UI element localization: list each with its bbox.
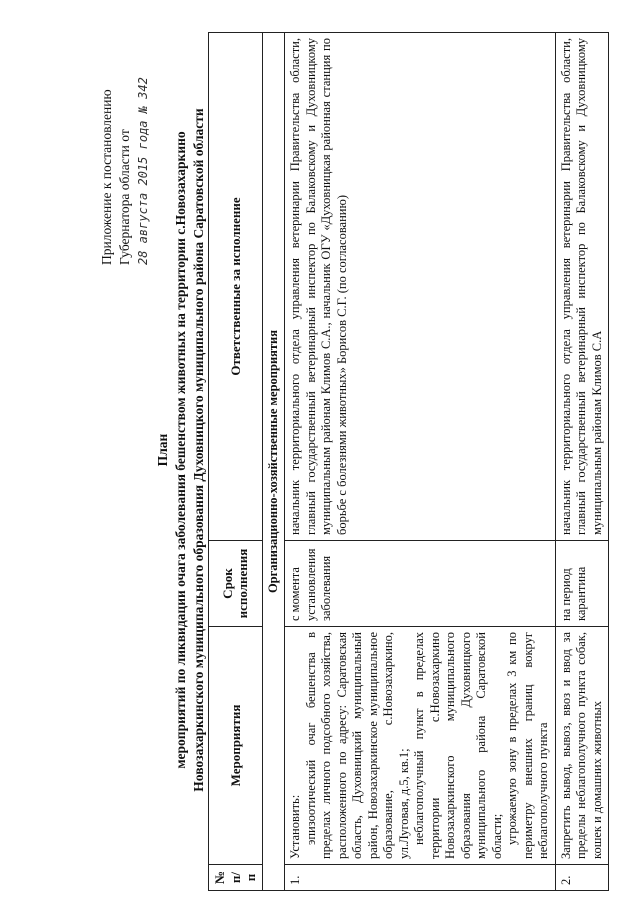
row-term: с момента установления заболевания [285, 541, 556, 627]
row-measure [285, 627, 556, 865]
measure-paragraph: неблагополучный пункт в пределах территории с.Новозахаркино Новозахаркинского муниципального образования Духовницкого муниципального района Саратовской области; [412, 632, 504, 859]
appendix-line-2: Губернатора области от [117, 129, 132, 265]
row-responsible: начальник территориального отдела управления ветеринарии Правительства области, главный государственный ветеринарный инспектор по Балаковскому и Духовницкому муниципальным районам Климов С.А [555, 33, 609, 541]
table-row [555, 33, 609, 891]
appendix-note [98, 77, 152, 265]
header-measures: Мероприятия [209, 627, 263, 865]
table-header-row [209, 33, 263, 891]
plan-table [208, 32, 609, 891]
header-term: Срок исполнения [209, 541, 263, 627]
measure-intro: Установить: [288, 794, 302, 859]
header-num: № п/п [209, 865, 263, 891]
row-num: 2. [555, 865, 609, 891]
measure-paragraph: угрожаемую зону в пределах 3 км по периметру внешних границ вокруг неблагополучного пункта [505, 632, 550, 859]
row-term: на период карантина [555, 541, 609, 627]
section-title: Организационно-хозяйственные мероприятия [262, 33, 285, 891]
row-responsible: начальник территориального отдела управления ветеринарии Правительства области, главный государственный ветеринарный инспектор по Балаковскому и Духовницкому муниципальным районам Климов С.А., начальник ОГУ «Духовницкая районная станция по борьбе с болезнями животных» Борисов С.Г. (по согласованию) [285, 33, 556, 541]
row-measure: Запретить вывод, вывоз, ввоз и ввод за пределы неблагополучного пункта собак, кошек и домашних животных [555, 627, 609, 865]
appendix-line-3: 28 августа 2015 года № 342 [136, 77, 150, 265]
document-title [154, 15, 208, 885]
title-line-1: План [155, 433, 170, 467]
title-line-2: мероприятий по ликвидации очага заболевания бешенством животных на территории с.Новозахаркино [173, 131, 188, 769]
appendix-line-1: Приложение к постановлению [99, 89, 114, 265]
title-line-3: Новозахаркинского муниципального образования Духовницкого муниципального района Саратовской области [191, 108, 206, 792]
header-responsible: Ответственные за исполнение [209, 33, 263, 541]
table-row [285, 33, 556, 891]
section-row [262, 33, 285, 891]
row-num: 1. [285, 865, 556, 891]
measure-paragraph: эпизоотический очаг бешенства в пределах личного подсобного хозяйства, расположенного по адресу: Саратовская область, Духовницкий муниципальный район, Новозахаркинское муниципальное образование, с.Новозахаркино, ул.Луговая, д.5, кв.1; [303, 632, 411, 859]
